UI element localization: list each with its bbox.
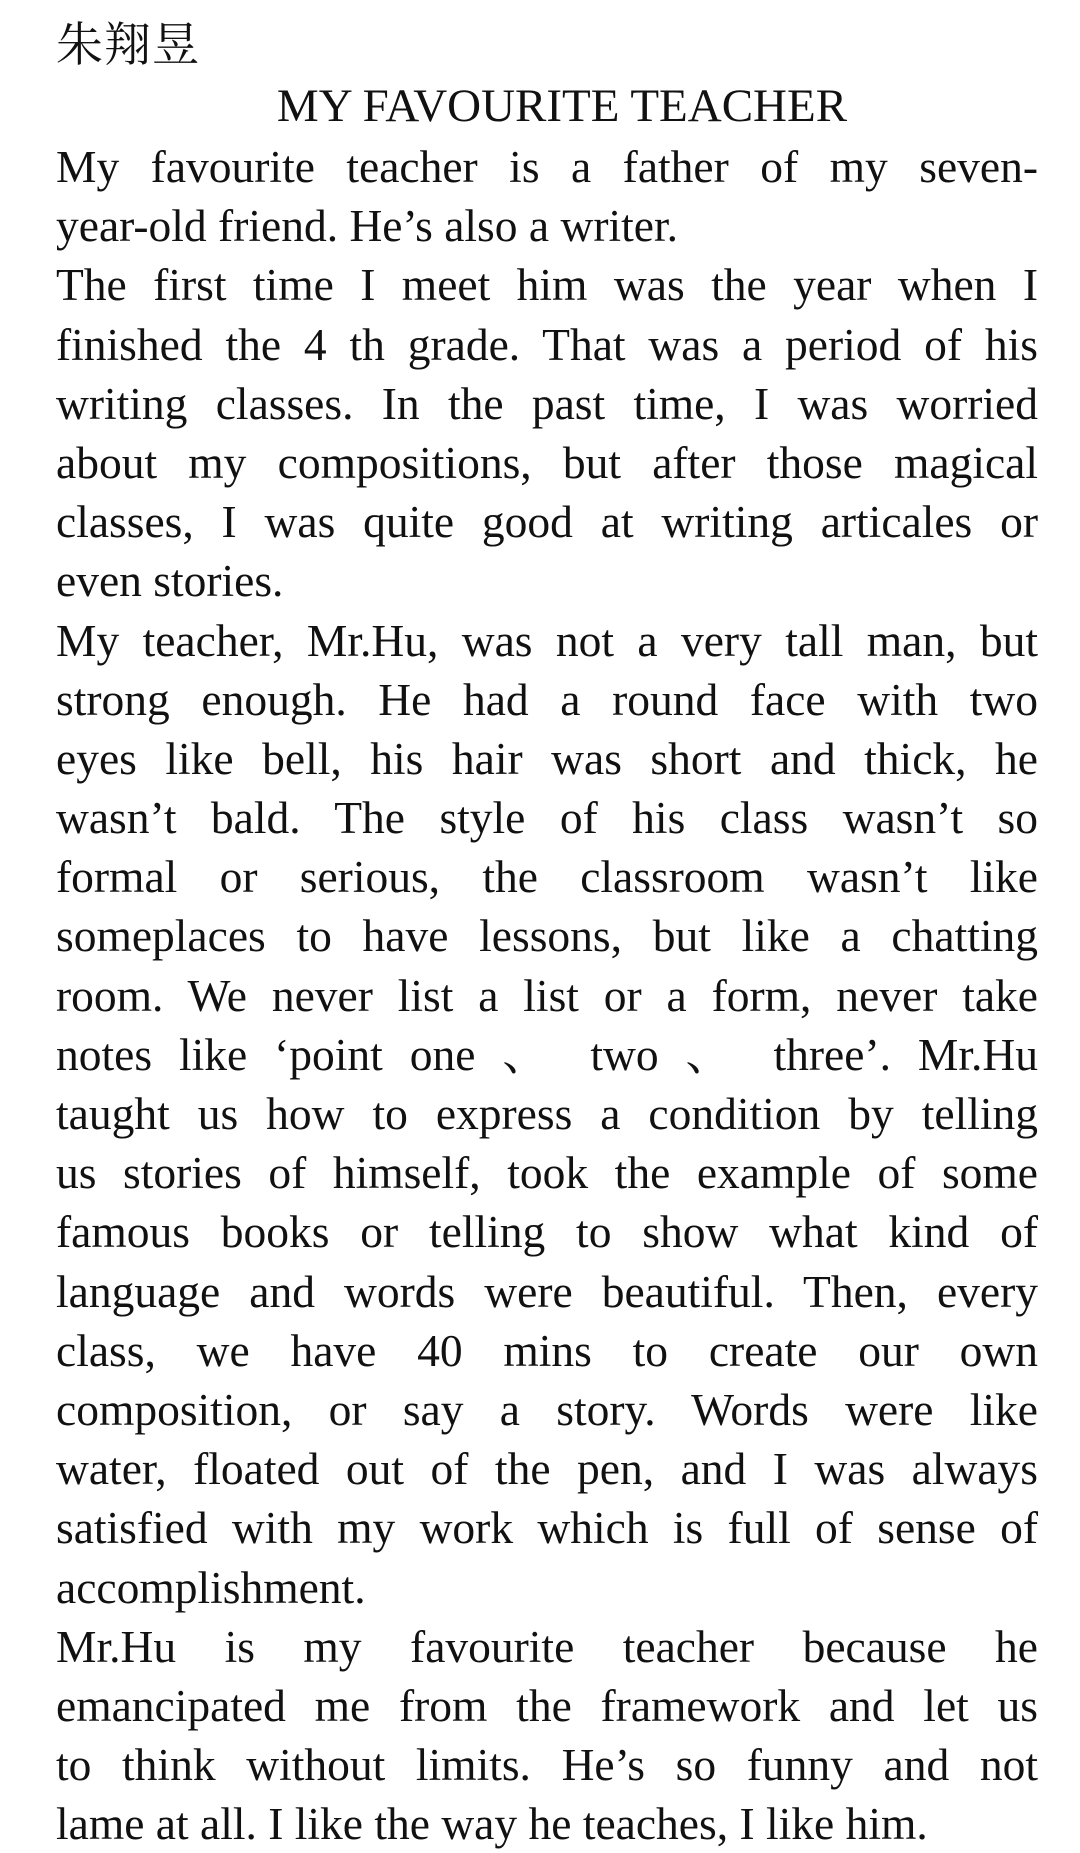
paragraph-1	[56, 137, 1038, 255]
text-line: famous books or telling to show what kind of	[56, 1206, 1038, 1258]
text-line: eyes like bell, his hair was short and thick, he	[56, 732, 1038, 784]
text-line: My favourite teacher is a father of my seven-	[56, 141, 1038, 192]
text-line: The first time I meet him was the year when I	[56, 259, 1038, 311]
text-line: even stories.	[56, 555, 284, 607]
text-line: My teacher, Mr.Hu, was not a very tall man, but	[56, 614, 1038, 666]
text-line: classes, I was quite good at writing articales or	[56, 496, 1038, 548]
text-line: notes like ‘point one 、 two 、 three’. Mr.Hu	[56, 1028, 1038, 1080]
text-line: to think without limits. He’s so funny and not	[56, 1739, 1038, 1791]
paragraph-2	[56, 255, 1038, 610]
text-line: water, floated out of the pen, and I was always	[56, 1443, 1038, 1495]
essay-body	[56, 137, 1038, 1853]
text-line: satisfied with my work which is full of sense of	[56, 1502, 1038, 1554]
author-name: 朱翔昱	[56, 18, 200, 73]
text-line: composition, or say a story. Words were like	[56, 1383, 1038, 1435]
text-line: accomplishment.	[56, 1561, 366, 1613]
text-line: wasn’t bald. The style of his class wasn’t so	[56, 792, 1038, 844]
text-line: strong enough. He had a round face with two	[56, 673, 1038, 725]
text-line: us stories of himself, took the example of some	[56, 1147, 1038, 1199]
paragraph-4	[56, 1617, 1038, 1853]
text-line: taught us how to express a condition by telling	[56, 1088, 1038, 1139]
paragraph-3	[56, 611, 1038, 1617]
text-line: room. We never list a list or a form, never take	[56, 969, 1038, 1021]
text-line: about my compositions, but after those magical	[56, 436, 1038, 488]
text-line: Mr.Hu is my favourite teacher because he	[56, 1620, 1038, 1672]
text-line: language and words were beautiful. Then, every	[56, 1265, 1038, 1317]
text-line: someplaces to have lessons, but like a chatting	[56, 910, 1038, 962]
text-line: class, we have 40 mins to create our own	[56, 1324, 1038, 1376]
text-line: writing classes. In the past time, I was worried	[56, 377, 1038, 429]
text-line: lame at all. I like the way he teaches, I like him.	[56, 1798, 928, 1850]
text-line: formal or serious, the classroom wasn’t like	[56, 851, 1038, 903]
essay-title: MY FAVOURITE TEACHER	[276, 80, 848, 132]
text-line: finished the 4 th grade. That was a period of his	[56, 318, 1038, 370]
text-line: emancipated me from the framework and let us	[56, 1679, 1038, 1731]
text-line: year-old friend. He’s also a writer.	[56, 200, 678, 252]
